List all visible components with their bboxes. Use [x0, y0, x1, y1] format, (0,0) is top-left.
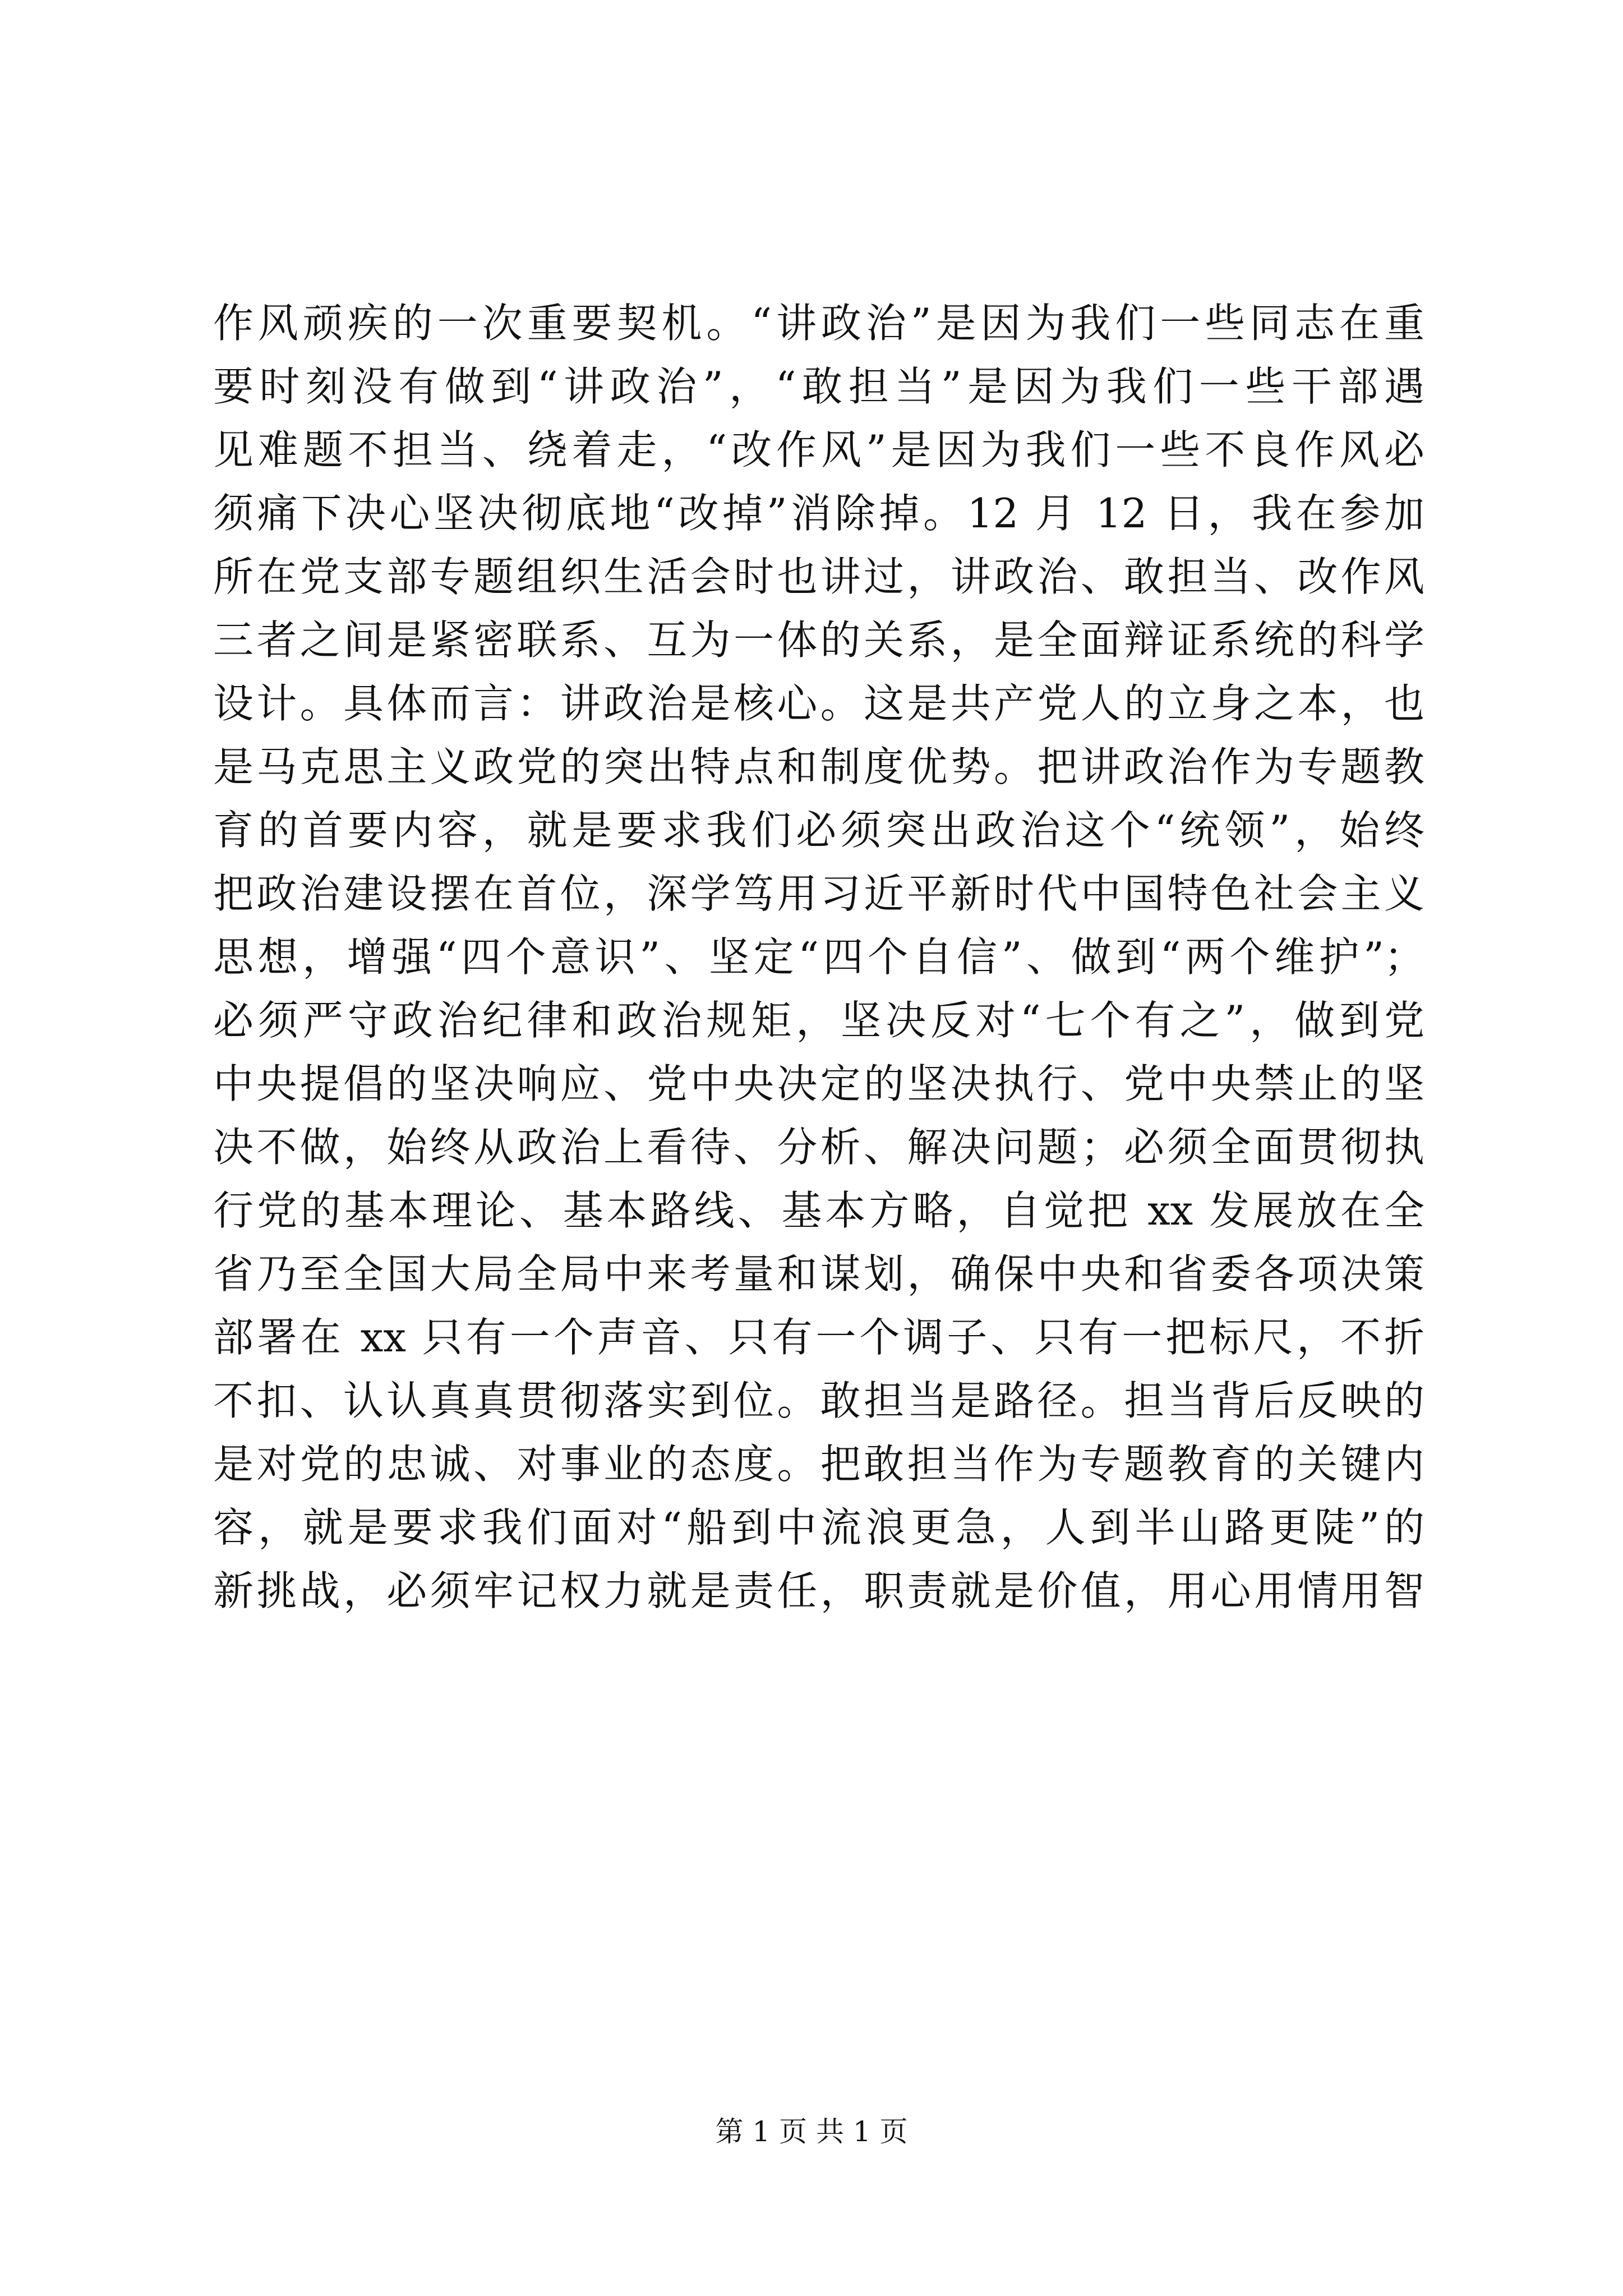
page-number-label: 第 1 页 共 1 页 [715, 2115, 908, 2148]
text-line-13: 中央提倡的坚决响应、党中央决定的坚决执行、党中央禁止的坚 [213, 1060, 1424, 1107]
text-line-4: 须痛下决心坚决彻底地“改掉”消除掉。12 月 12 日，我在参加 [213, 490, 1424, 537]
text-line-12: 必须严守政治纪律和政治规矩，坚决反对“七个有之”，做到党 [213, 997, 1424, 1044]
text-line-5: 所在党支部专题组织生活会时也讲过，讲政治、敢担当、改作风 [213, 553, 1424, 600]
text-line-9: 育的首要内容，就是要求我们必须突出政治这个“统领”，始终 [213, 807, 1424, 854]
text-line-19: 是对党的忠诚、对事业的态度。把敢担当作为专题教育的关键内 [213, 1441, 1424, 1488]
text-line-21: 新挑战，必须牢记权力就是责任，职责就是价值，用心用情用智 [213, 1567, 1424, 1614]
text-line-2: 要时刻没有做到“讲政治”，“敢担当”是因为我们一些干部遇 [213, 363, 1424, 410]
text-line-16: 省乃至全国大局全局中来考量和谋划，确保中央和省委各项决策 [213, 1250, 1424, 1297]
text-line-3: 见难题不担当、绕着走，“改作风”是因为我们一些不良作风必 [213, 426, 1424, 473]
text-line-1: 作风顽疾的一次重要契机。“讲政治”是因为我们一些同志在重 [213, 300, 1424, 347]
body-paragraph [213, 292, 1424, 1623]
page-footer [0, 2109, 1623, 2150]
text-line-10: 把政治建设摆在首位，深学笃用习近平新时代中国特色社会主义 [213, 870, 1424, 917]
text-line-14: 决不做，始终从政治上看待、分析、解决问题；必须全面贯彻执 [213, 1124, 1424, 1171]
text-line-15: 行党的基本理论、基本路线、基本方略，自觉把 xx 发展放在全 [213, 1187, 1424, 1234]
text-line-8: 是马克思主义政党的突出特点和制度优势。把讲政治作为专题教 [213, 743, 1424, 790]
text-line-17: 部署在 xx 只有一个声音、只有一个调子、只有一把标尺，不折 [213, 1314, 1424, 1361]
text-line-7: 设计。具体而言：讲政治是核心。这是共产党人的立身之本，也 [213, 680, 1424, 727]
text-line-11: 思想，增强“四个意识”、坚定“四个自信”、做到“两个维护”； [213, 933, 1424, 981]
text-line-20: 容，就是要求我们面对“船到中流浪更急，人到半山路更陡”的 [213, 1504, 1424, 1551]
text-line-6: 三者之间是紧密联系、互为一体的关系，是全面辩证系统的科学 [213, 616, 1424, 664]
text-line-18: 不扣、认认真真贯彻落实到位。敢担当是路径。担当背后反映的 [213, 1377, 1424, 1424]
